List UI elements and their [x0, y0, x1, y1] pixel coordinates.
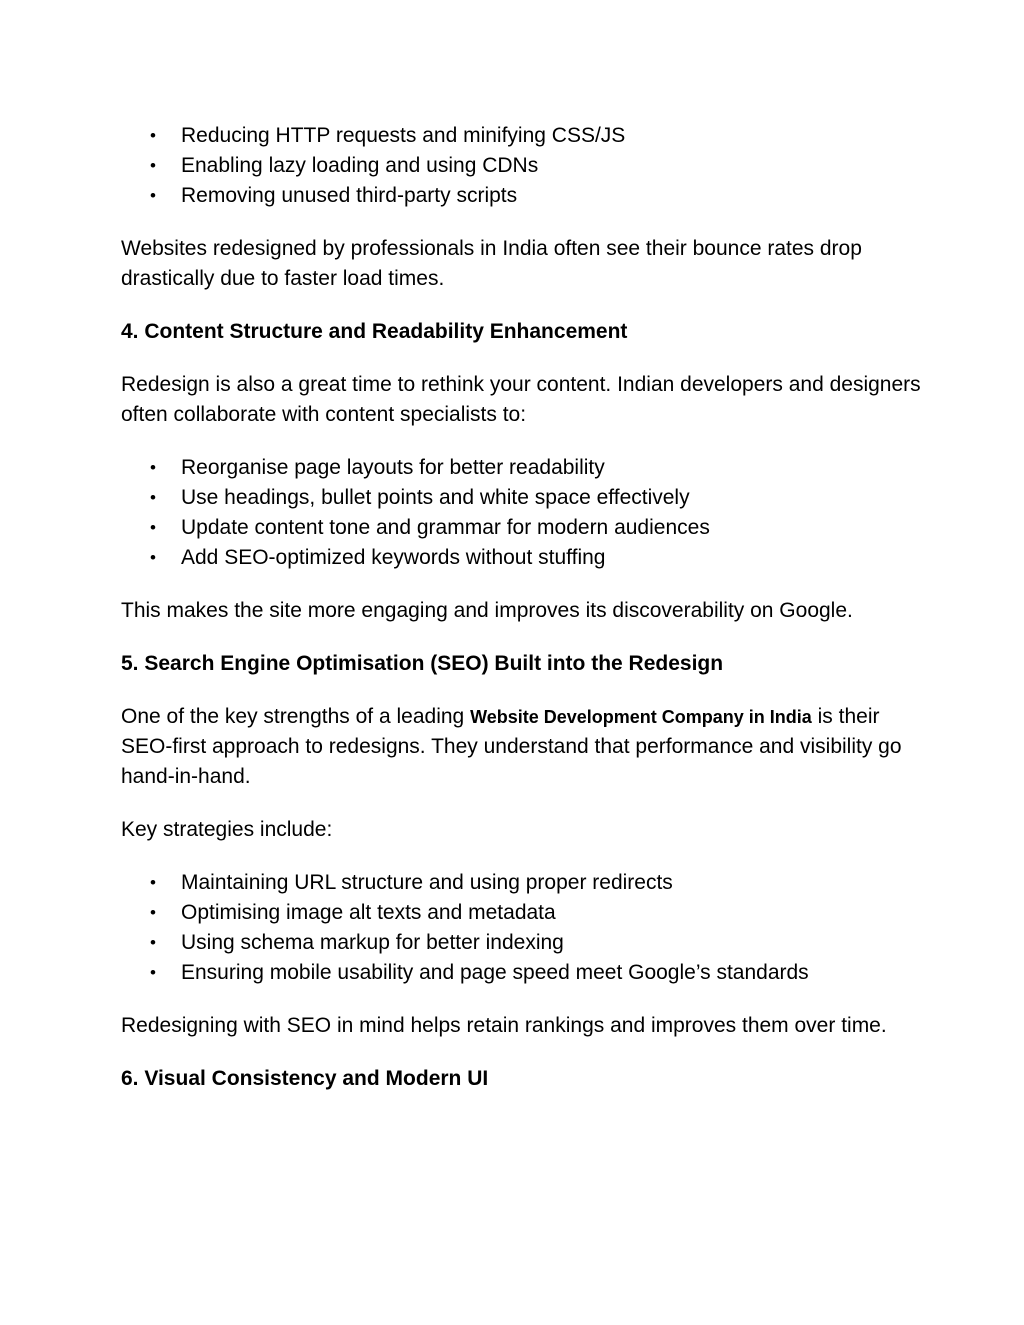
heading-seo: 5. Search Engine Optimisation (SEO) Built into the Redesign	[121, 652, 724, 675]
bullet-icon: •	[150, 873, 156, 892]
list-item: • Removing unused third-party scripts	[121, 181, 921, 211]
bullet-icon: •	[150, 488, 156, 507]
list-item: • Reorganise page layouts for better readability	[121, 453, 921, 483]
content-list	[121, 453, 921, 573]
bullet-icon: •	[150, 518, 156, 537]
list-item: • Update content tone and grammar for modern audiences	[121, 513, 921, 543]
seo-strategies-list	[121, 868, 921, 988]
bullet-icon: •	[150, 933, 156, 952]
bullet-icon: •	[150, 548, 156, 567]
list-item: • Reducing HTTP requests and minifying CSS/JS	[121, 121, 921, 151]
bullet-icon: •	[150, 156, 156, 175]
heading-content-structure: 4. Content Structure and Readability Enhancement	[121, 320, 628, 343]
paragraph-key-strategies: Key strategies include:	[121, 818, 333, 841]
list-item: • Add SEO-optimized keywords without stuffing	[121, 543, 921, 573]
list-item: • Ensuring mobile usability and page speed meet Google’s standards	[121, 958, 921, 988]
list-item: • Using schema markup for better indexing	[121, 928, 921, 958]
company-link[interactable]: Website Development Company in India	[470, 707, 812, 727]
bullet-icon: •	[150, 126, 156, 145]
bullet-icon: •	[150, 186, 156, 205]
list-item: • Maintaining URL structure and using proper redirects	[121, 868, 921, 898]
heading-visual-consistency: 6. Visual Consistency and Modern UI	[121, 1067, 489, 1090]
bullet-icon: •	[150, 458, 156, 477]
paragraph-seo-first: One of the key strengths of a leading Website Development Company in India is their SEO-first approach to redesigns. They understand that performance and visibility go hand-in-hand.	[121, 705, 902, 788]
list-item: • Use headings, bullet points and white space effectively	[121, 483, 921, 513]
bullet-icon: •	[150, 903, 156, 922]
performance-list	[121, 121, 921, 211]
list-item: • Optimising image alt texts and metadata	[121, 898, 921, 928]
paragraph-seo-rankings: Redesigning with SEO in mind helps retain rankings and improves them over time.	[121, 1014, 887, 1037]
document-page	[121, 121, 921, 1094]
paragraph-rethink-content: Redesign is also a great time to rethink your content. Indian developers and designers often collaborate with content specialists to:	[121, 373, 921, 426]
list-item: • Enabling lazy loading and using CDNs	[121, 151, 921, 181]
paragraph-bounce-rates: Websites redesigned by professionals in India often see their bounce rates drop drastically due to faster load times.	[121, 237, 862, 290]
paragraph-discoverability: This makes the site more engaging and improves its discoverability on Google.	[121, 599, 853, 622]
bullet-icon: •	[150, 963, 156, 982]
